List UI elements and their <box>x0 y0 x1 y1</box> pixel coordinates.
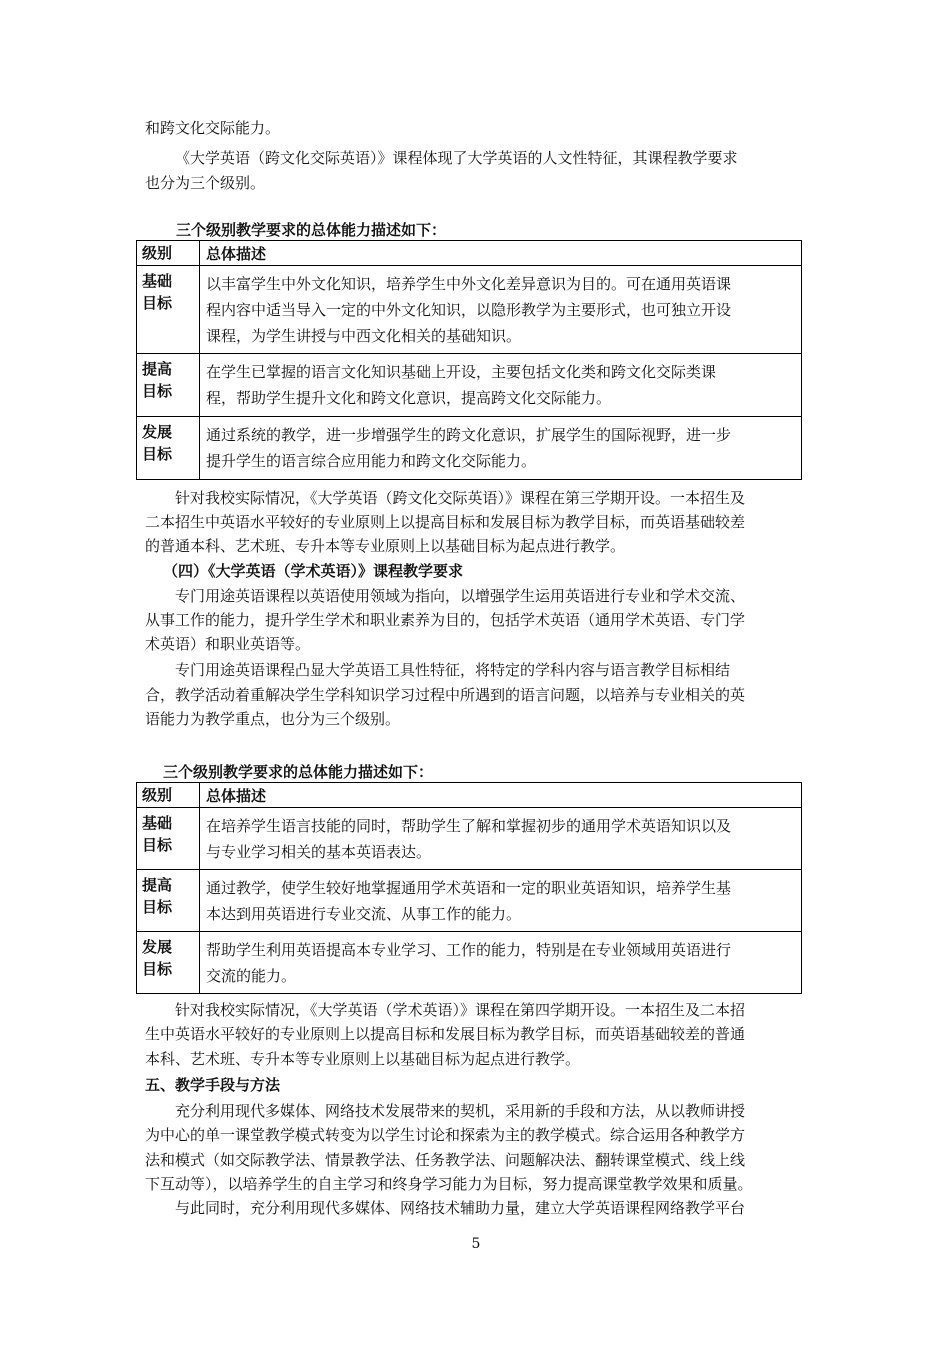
level-cell <box>137 266 200 354</box>
level-label: 提高 <box>142 360 173 378</box>
description-cell <box>200 808 802 870</box>
level-label: 提高 <box>142 876 173 894</box>
paragraph-line: 与此同时，充分利用现代多媒体、网络技术辅助力量，建立大学英语课程网络教学平台 <box>175 1199 746 1217</box>
level-label: 目标 <box>142 445 173 463</box>
paragraph-line: 充分利用现代多媒体、网络技术发展带来的契机，采用新的手段和方法，从以教师讲授 <box>175 1102 746 1120</box>
description-cell <box>200 354 802 417</box>
section-heading: （四）《大学英语（学术英语）》课程教学要求 <box>163 562 464 580</box>
paragraph-line: 专门用途英语课程凸显大学英语工具性特征，将特定的学科内容与语言教学目标相结 <box>175 661 731 679</box>
level-label: 发展 <box>142 938 173 956</box>
level-label: 目标 <box>142 960 173 978</box>
description-line: 通过系统的教学，进一步增强学生的跨文化意识，扩展学生的国际视野，进一步 <box>206 426 732 444</box>
requirements-table-2 <box>136 782 802 994</box>
paragraph-line: 语能力为教学重点，也分为三个级别。 <box>145 710 401 728</box>
paragraph-line: 为中心的单一课堂教学模式转变为以学生讨论和探索为主的教学模式。综合运用各种教学方 <box>145 1126 746 1144</box>
paragraph-line: 的普通本科、艺术班、专升本等专业原则上以基础目标为起点进行教学。 <box>145 537 626 555</box>
paragraph-line: 本科、艺术班、专升本等专业原则上以基础目标为起点进行教学。 <box>145 1050 581 1068</box>
level-label: 目标 <box>142 382 173 400</box>
paragraph-line: 和跨文化交际能力。 <box>145 119 281 137</box>
description-cell <box>200 932 802 994</box>
paragraph-line: 法和模式（如交际教学法、情景教学法、任务教学法、问题解决法、翻转课堂模式、线上线 <box>145 1151 746 1169</box>
table-row <box>137 354 802 417</box>
level-cell <box>137 808 200 870</box>
table-header-row <box>137 783 802 808</box>
level-cell <box>137 870 200 932</box>
paragraph-line: 二本招生中英语水平较好的专业原则上以提高目标和发展目标为教学目标，而英语基础较差 <box>145 513 746 531</box>
level-label: 目标 <box>142 294 173 312</box>
description-line: 课程，为学生讲授与中西文化相关的基础知识。 <box>206 326 522 345</box>
level-cell <box>137 354 200 417</box>
description-line: 交流的能力。 <box>206 966 297 985</box>
table-header-row <box>137 241 802 266</box>
paragraph-line: 专门用途英语课程以英语使用领域为指向，以增强学生运用英语进行专业和学术交流、 <box>175 587 746 605</box>
description-line: 提升学生的语言综合应用能力和跨文化交际能力。 <box>206 452 537 470</box>
paragraph-line: 生中英语水平较好的专业原则上以提高目标和发展目标为教学目标，而英语基础较差的普通 <box>145 1025 746 1043</box>
description-line: 在学生已掌握的语言文化知识基础上开设，主要包括文化类和跨文化交际类课 <box>206 363 717 381</box>
table-row <box>137 417 802 480</box>
table-row <box>137 870 802 932</box>
table-caption: 三个级别教学要求的总体能力描述如下： <box>176 221 447 239</box>
description-line: 程内容中适当导入一定的中外文化知识，以隐形教学为主要形式，也可独立开设 <box>206 300 732 319</box>
page-number: 5 <box>471 1236 481 1252</box>
header-level: 级别 <box>137 241 200 266</box>
header-description: 总体描述 <box>200 783 802 808</box>
level-label: 基础 <box>142 272 173 290</box>
description-line: 与专业学习相关的基本英语表达。 <box>206 842 432 861</box>
paragraph-line: 下互动等），以培养学生的自主学习和终身学习能力为目标，努力提高课堂教学效果和质量。 <box>145 1175 753 1193</box>
description-line: 通过教学，使学生较好地掌握通用学术英语和一定的职业英语知识，培养学生基 <box>206 878 732 897</box>
level-label: 目标 <box>142 898 173 916</box>
table-caption: 三个级别教学要求的总体能力描述如下： <box>163 763 434 781</box>
level-label: 基础 <box>142 814 173 832</box>
description-cell <box>200 417 802 480</box>
header-description: 总体描述 <box>200 241 802 266</box>
table-row <box>137 266 802 354</box>
description-line: 本达到用英语进行专业交流、从事工作的能力。 <box>206 904 522 923</box>
level-label: 发展 <box>142 423 173 441</box>
description-cell <box>200 870 802 932</box>
paragraph-line: 针对我校实际情况，《大学英语（学术英语）》课程在第四学期开设。一本招生及二本招 <box>175 1001 746 1019</box>
section-heading: 五、教学手段与方法 <box>145 1076 281 1094</box>
description-line: 程，帮助学生提升文化和跨文化意识，提高跨文化交际能力。 <box>206 389 612 407</box>
level-label: 目标 <box>142 836 173 854</box>
paragraph-line: 《大学英语（跨文化交际英语）》课程体现了大学英语的人文性特征，其课程教学要求 <box>175 149 738 167</box>
paragraph-line: 也分为三个级别。 <box>145 174 266 192</box>
description-line: 在培养学生语言技能的同时，帮助学生了解和掌握初步的通用学术英语知识以及 <box>206 816 732 835</box>
level-cell <box>137 932 200 994</box>
requirements-table-1 <box>136 240 802 480</box>
table-row <box>137 808 802 870</box>
paragraph-line: 术英语）和职业英语等。 <box>145 635 311 653</box>
paragraph-line: 针对我校实际情况，《大学英语（跨文化交际英语）》课程在第三学期开设。一本招生及 <box>175 489 746 507</box>
description-line: 帮助学生利用英语提高本专业学习、工作的能力，特别是在专业领域用英语进行 <box>206 940 732 959</box>
header-level: 级别 <box>137 783 200 808</box>
description-cell <box>200 266 802 354</box>
level-cell <box>137 417 200 480</box>
paragraph-line: 合，教学活动着重解决学生学科知识学习过程中所遇到的语言问题，以培养与专业相关的英 <box>145 686 746 704</box>
description-line: 以丰富学生中外文化知识，培养学生中外文化差异意识为目的。可在通用英语课 <box>206 274 732 293</box>
paragraph-line: 从事工作的能力，提升学生学术和职业素养为目的，包括学术英语（通用学术英语、专门学 <box>145 611 746 629</box>
table-row <box>137 932 802 994</box>
